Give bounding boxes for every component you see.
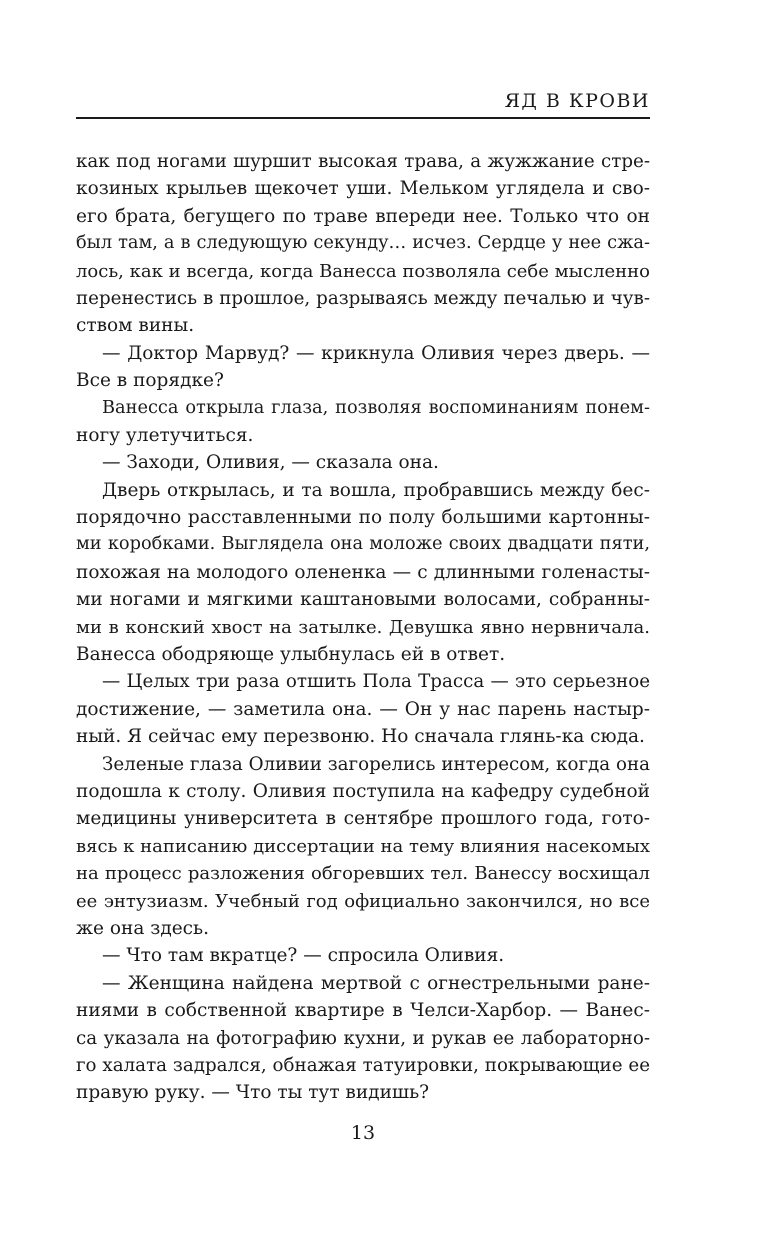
text-line: был там, а в следующую секунду… исчез. Сердце у нее сжа- bbox=[76, 233, 650, 254]
text-line: го халата задрался, обнажая татуировки, покрывающие ее bbox=[76, 1054, 650, 1076]
running-head: ЯД В КРОВИ bbox=[504, 90, 650, 112]
text-line: Все в порядке? bbox=[76, 370, 224, 392]
text-line: перенестись в прошлое, разрываясь между печалью и чув- bbox=[76, 287, 650, 309]
text-line: — Женщина найдена мертвой с огнестрельными ране- bbox=[102, 972, 650, 994]
text-line: же она здесь. bbox=[76, 917, 209, 939]
text-line: ниями в собственной квартире в Челси-Харбор. — Ванес- bbox=[76, 1000, 650, 1022]
text-line: подошла к столу. Оливия поступила на кафедру судебной bbox=[76, 780, 650, 802]
text-line: ством вины. bbox=[76, 315, 195, 337]
text-line: ми в конский хвост на затылке. Девушка явно нервничала. bbox=[76, 616, 650, 638]
text-line: Зеленые глаза Оливии загорелись интересом, когда она bbox=[102, 753, 650, 775]
text-line: как под ногами шуршит высокая трава, а жужжание стре- bbox=[76, 151, 650, 172]
text-line: ми ногами и мягкими каштановыми волосами, собранны- bbox=[76, 589, 650, 611]
text-line: на процесс разложения обгоревших тел. Ванессу восхищал bbox=[76, 863, 650, 885]
text-line: — Заходи, Оливия, — сказала она. bbox=[102, 452, 439, 474]
text-line: ее энтузиазм. Учебный год официально закончился, но все bbox=[76, 890, 650, 912]
text-line: — Что там вкратце? — спросила Оливия. bbox=[102, 945, 505, 967]
text-line: его брата, бегущего по траве впереди нее. Только что он bbox=[76, 205, 650, 227]
text-line: ногу улетучиться. bbox=[76, 424, 254, 446]
text-line: порядочно расставленными по полу большими картонны- bbox=[76, 507, 650, 529]
text-line: козиных крыльев щекочет уши. Мельком углядела и сво- bbox=[76, 178, 650, 200]
text-line: са указала на фотографию кухни, и рукав ее лабораторно- bbox=[76, 1027, 650, 1049]
text-line: Дверь открылась, и та вошла, пробравшись между бес- bbox=[102, 479, 650, 501]
text-line: — Доктор Марвуд? — крикнула Оливия через дверь. — bbox=[102, 342, 650, 364]
text-line: Ванесса открыла глаза, позволяя воспоминаниям понем- bbox=[102, 397, 650, 418]
page-number: 13 bbox=[350, 1122, 376, 1144]
text-line: медицины университета в сентябре прошлого года, гото- bbox=[76, 808, 650, 830]
text-line: правую руку. — Что ты тут видишь? bbox=[76, 1082, 430, 1104]
text-line: Ванесса ободряюще улыбнулась ей в ответ. bbox=[76, 644, 506, 666]
text-line: вясь к написанию диссертации на тему влияния насекомых bbox=[76, 835, 650, 857]
text-line: — Целых три раза отшить Пола Трасса — это серьезное bbox=[102, 671, 650, 693]
text-line: достижение, — заметила она. — Он у нас парень настыр- bbox=[76, 698, 650, 720]
header-rule bbox=[76, 117, 650, 119]
text-line: похожая на молодого олененка — с длинными голенасты- bbox=[76, 561, 650, 583]
text-line: лось, как и всегда, когда Ванесса позволяла себе мысленно bbox=[76, 260, 650, 282]
text-line: ми коробками. Выглядела она моложе своих двадцати пяти, bbox=[76, 534, 650, 555]
body-text bbox=[76, 148, 650, 1107]
text-line: ный. Я сейчас ему перезвоню. Но сначала глянь-ка сюда. bbox=[76, 726, 645, 748]
